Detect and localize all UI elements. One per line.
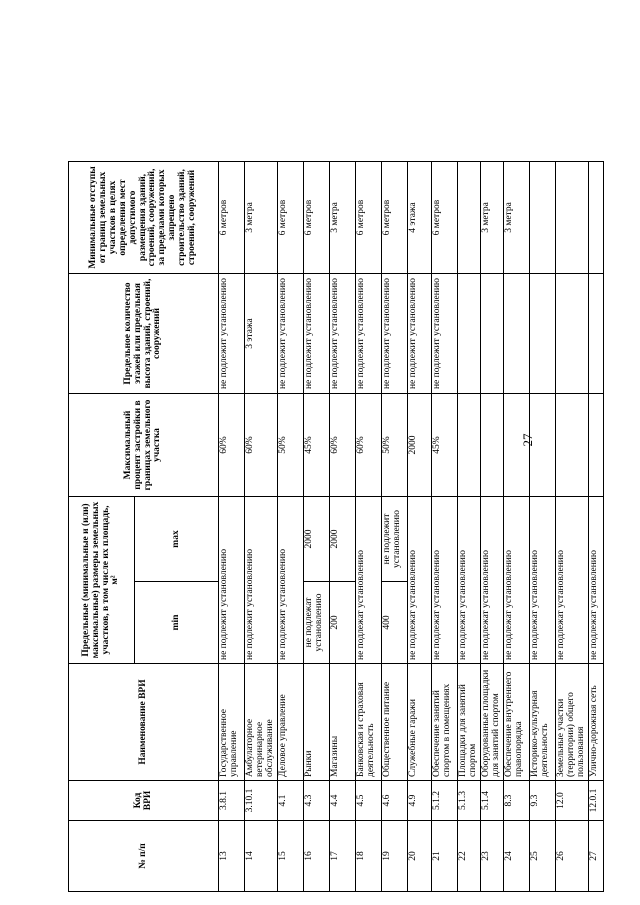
row-number: 19 (381, 821, 407, 892)
row-number: 15 (277, 821, 303, 892)
header-size-group: Предельные (минимальные и (или) максимальные) размеры земельных участков, в том числе их площадь, м² (69, 497, 135, 664)
row-setback: 6 метров (381, 162, 407, 274)
table-row (457, 47, 480, 892)
row-name: Общественное питание (381, 664, 407, 781)
row-size: не подлежат установлению (407, 497, 431, 664)
row-min: 200 (329, 582, 355, 664)
row-code: 9.3 (529, 781, 555, 821)
row-setback: 3 метра (480, 162, 503, 274)
row-name: Государственное управление (219, 664, 245, 781)
header-num: № п/п (69, 821, 219, 892)
row-number: 21 (431, 821, 457, 892)
table-row (407, 47, 431, 892)
row-setback: 6 метров (303, 162, 329, 274)
row-percent: 2000 (407, 394, 431, 497)
row-setback: 6 метров (431, 162, 457, 274)
row-size: не подлежат установлению (431, 497, 457, 664)
row-number: 17 (329, 821, 355, 892)
table-row (355, 47, 381, 892)
row-name: Улично-дорожная сеть (588, 664, 603, 781)
row-code: 5.1.2 (431, 781, 457, 821)
row-percent: 45% (303, 394, 329, 497)
header-floors: Предельное количество этажей или предельная высота зданий, строений, сооружений (69, 274, 219, 394)
row-max: не подлежит установлению (381, 497, 407, 582)
row-setback: 6 метров (277, 162, 303, 274)
row-code: 5.1.3 (457, 781, 480, 821)
row-name: Площадки для занятий спортом (457, 664, 480, 781)
row-percent: 45% (431, 394, 457, 497)
row-number: 13 (219, 821, 245, 892)
row-code: 4.4 (329, 781, 355, 821)
table-row (381, 47, 407, 892)
row-setback (555, 162, 588, 274)
row-setback: 4 этажа (407, 162, 431, 274)
row-percent: 50% (381, 394, 407, 497)
row-size: не подлежат установлению (457, 497, 480, 664)
row-name: Историко-культурная деятельность (529, 664, 555, 781)
row-number: 14 (245, 821, 278, 892)
row-min: не подлежат установлению (303, 582, 329, 664)
row-floors: не подлежит установлению (277, 274, 303, 394)
row-name: Амбулаторное ветеринарное обслуживание (245, 664, 278, 781)
row-number: 22 (457, 821, 480, 892)
row-percent: 60% (355, 394, 381, 497)
row-number: 25 (529, 821, 555, 892)
row-code: 4.5 (355, 781, 381, 821)
row-floors: не подлежит установлению (431, 274, 457, 394)
row-floors: не подлежит установлению (407, 274, 431, 394)
row-setback (588, 162, 603, 274)
row-code: 4.1 (277, 781, 303, 821)
row-code: 12.0.1 (588, 781, 603, 821)
row-max: 2000 (303, 497, 329, 582)
row-setback (457, 162, 480, 274)
row-size: не подлежат установлению (555, 497, 588, 664)
row-percent: 60% (219, 394, 245, 497)
row-number: 26 (555, 821, 588, 892)
row-name: Земельные участки (территории) общего пользования (555, 664, 588, 781)
row-size: не подлежат установлению (529, 497, 555, 664)
row-code: 4.3 (303, 781, 329, 821)
table-row (303, 47, 329, 892)
row-setback: 6 метров (355, 162, 381, 274)
table-row (245, 47, 278, 892)
row-name: Обеспечение занятий спортом в помещениях (431, 664, 457, 781)
row-number: 27 (588, 821, 603, 892)
row-floors (588, 274, 603, 394)
row-code: 12.0 (555, 781, 588, 821)
row-setback: 3 метра (503, 162, 529, 274)
row-percent: 60% (329, 394, 355, 497)
row-size: не подлежит установлению (245, 497, 278, 664)
row-percent: 50% (277, 394, 303, 497)
row-size: не подлежит установлению (219, 497, 245, 664)
row-min: 400 (381, 582, 407, 664)
row-number: 16 (303, 821, 329, 892)
regulations-table (68, 46, 604, 892)
header-name: Наименование ВРИ (69, 664, 219, 781)
table-row (329, 47, 355, 892)
row-size: не подлежат установлению (503, 497, 529, 664)
row-floors (529, 274, 555, 394)
row-max: 2000 (329, 497, 355, 582)
row-percent (457, 394, 480, 497)
row-percent (480, 394, 503, 497)
row-setback: 3 метра (245, 162, 278, 274)
header-min: min (135, 582, 219, 664)
table-row (277, 47, 303, 892)
table-wrapper (68, 47, 599, 892)
row-code: 3.10.1 (245, 781, 278, 821)
table-row (219, 47, 245, 892)
row-size: не подлежит установлению (277, 497, 303, 664)
row-code: 4.6 (381, 781, 407, 821)
table-row (431, 47, 457, 892)
row-size: не подлежат установлению (355, 497, 381, 664)
row-floors (457, 274, 480, 394)
row-floors (555, 274, 588, 394)
row-percent (555, 394, 588, 497)
table-row (555, 47, 588, 892)
header-code: Код ВРИ (69, 781, 219, 821)
header-setback: Минимальные отступы от границ земельных участков в целях определения мест допустимого размещения зданий, строений, сооружений, за пределами которых запрещено строительство зданий, строений, сооружений (69, 162, 219, 274)
row-code: 5.1.4 (480, 781, 503, 821)
row-percent (588, 394, 603, 497)
row-number: 23 (480, 821, 503, 892)
row-floors (503, 274, 529, 394)
header-max: max (135, 497, 219, 582)
row-floors: 3 этажа (245, 274, 278, 394)
row-percent: 60% (245, 394, 278, 497)
row-name: Деловое управление (277, 664, 303, 781)
row-code: 4.9 (407, 781, 431, 821)
row-floors (480, 274, 503, 394)
row-floors: не подлежит установлению (329, 274, 355, 394)
row-size: не подлежат установлению (480, 497, 503, 664)
row-name: Рынки (303, 664, 329, 781)
row-name: Банковская и страховая деятельность (355, 664, 381, 781)
row-number: 18 (355, 821, 381, 892)
row-setback (529, 162, 555, 274)
row-name: Магазины (329, 664, 355, 781)
row-floors: не подлежит установлению (219, 274, 245, 394)
header-percent: Максимальный процент застройки в границах земельного участка (69, 394, 219, 497)
row-percent (503, 394, 529, 497)
table-viewport (68, 47, 599, 892)
row-name: Оборудованные площадки для занятий спортом (480, 664, 503, 781)
row-floors: не подлежит установлению (355, 274, 381, 394)
row-percent (529, 394, 555, 497)
row-code: 8.3 (503, 781, 529, 821)
row-setback: 6 метров (219, 162, 245, 274)
page-number: 27 (520, 433, 535, 447)
row-setback: 3 метра (329, 162, 355, 274)
row-name: Служебные гаражи (407, 664, 431, 781)
table-row (480, 47, 503, 892)
table-row (503, 47, 529, 892)
row-number: 20 (407, 821, 431, 892)
row-code: 3.8.1 (219, 781, 245, 821)
table-row (588, 47, 603, 892)
row-number: 24 (503, 821, 529, 892)
row-name: Обеспечение внутреннего правопорядка (503, 664, 529, 781)
row-floors: не подлежит установлению (303, 274, 329, 394)
row-floors: не подлежит установлению (381, 274, 407, 394)
table-row (529, 47, 555, 892)
row-size: не подлежат установлению (588, 497, 603, 664)
